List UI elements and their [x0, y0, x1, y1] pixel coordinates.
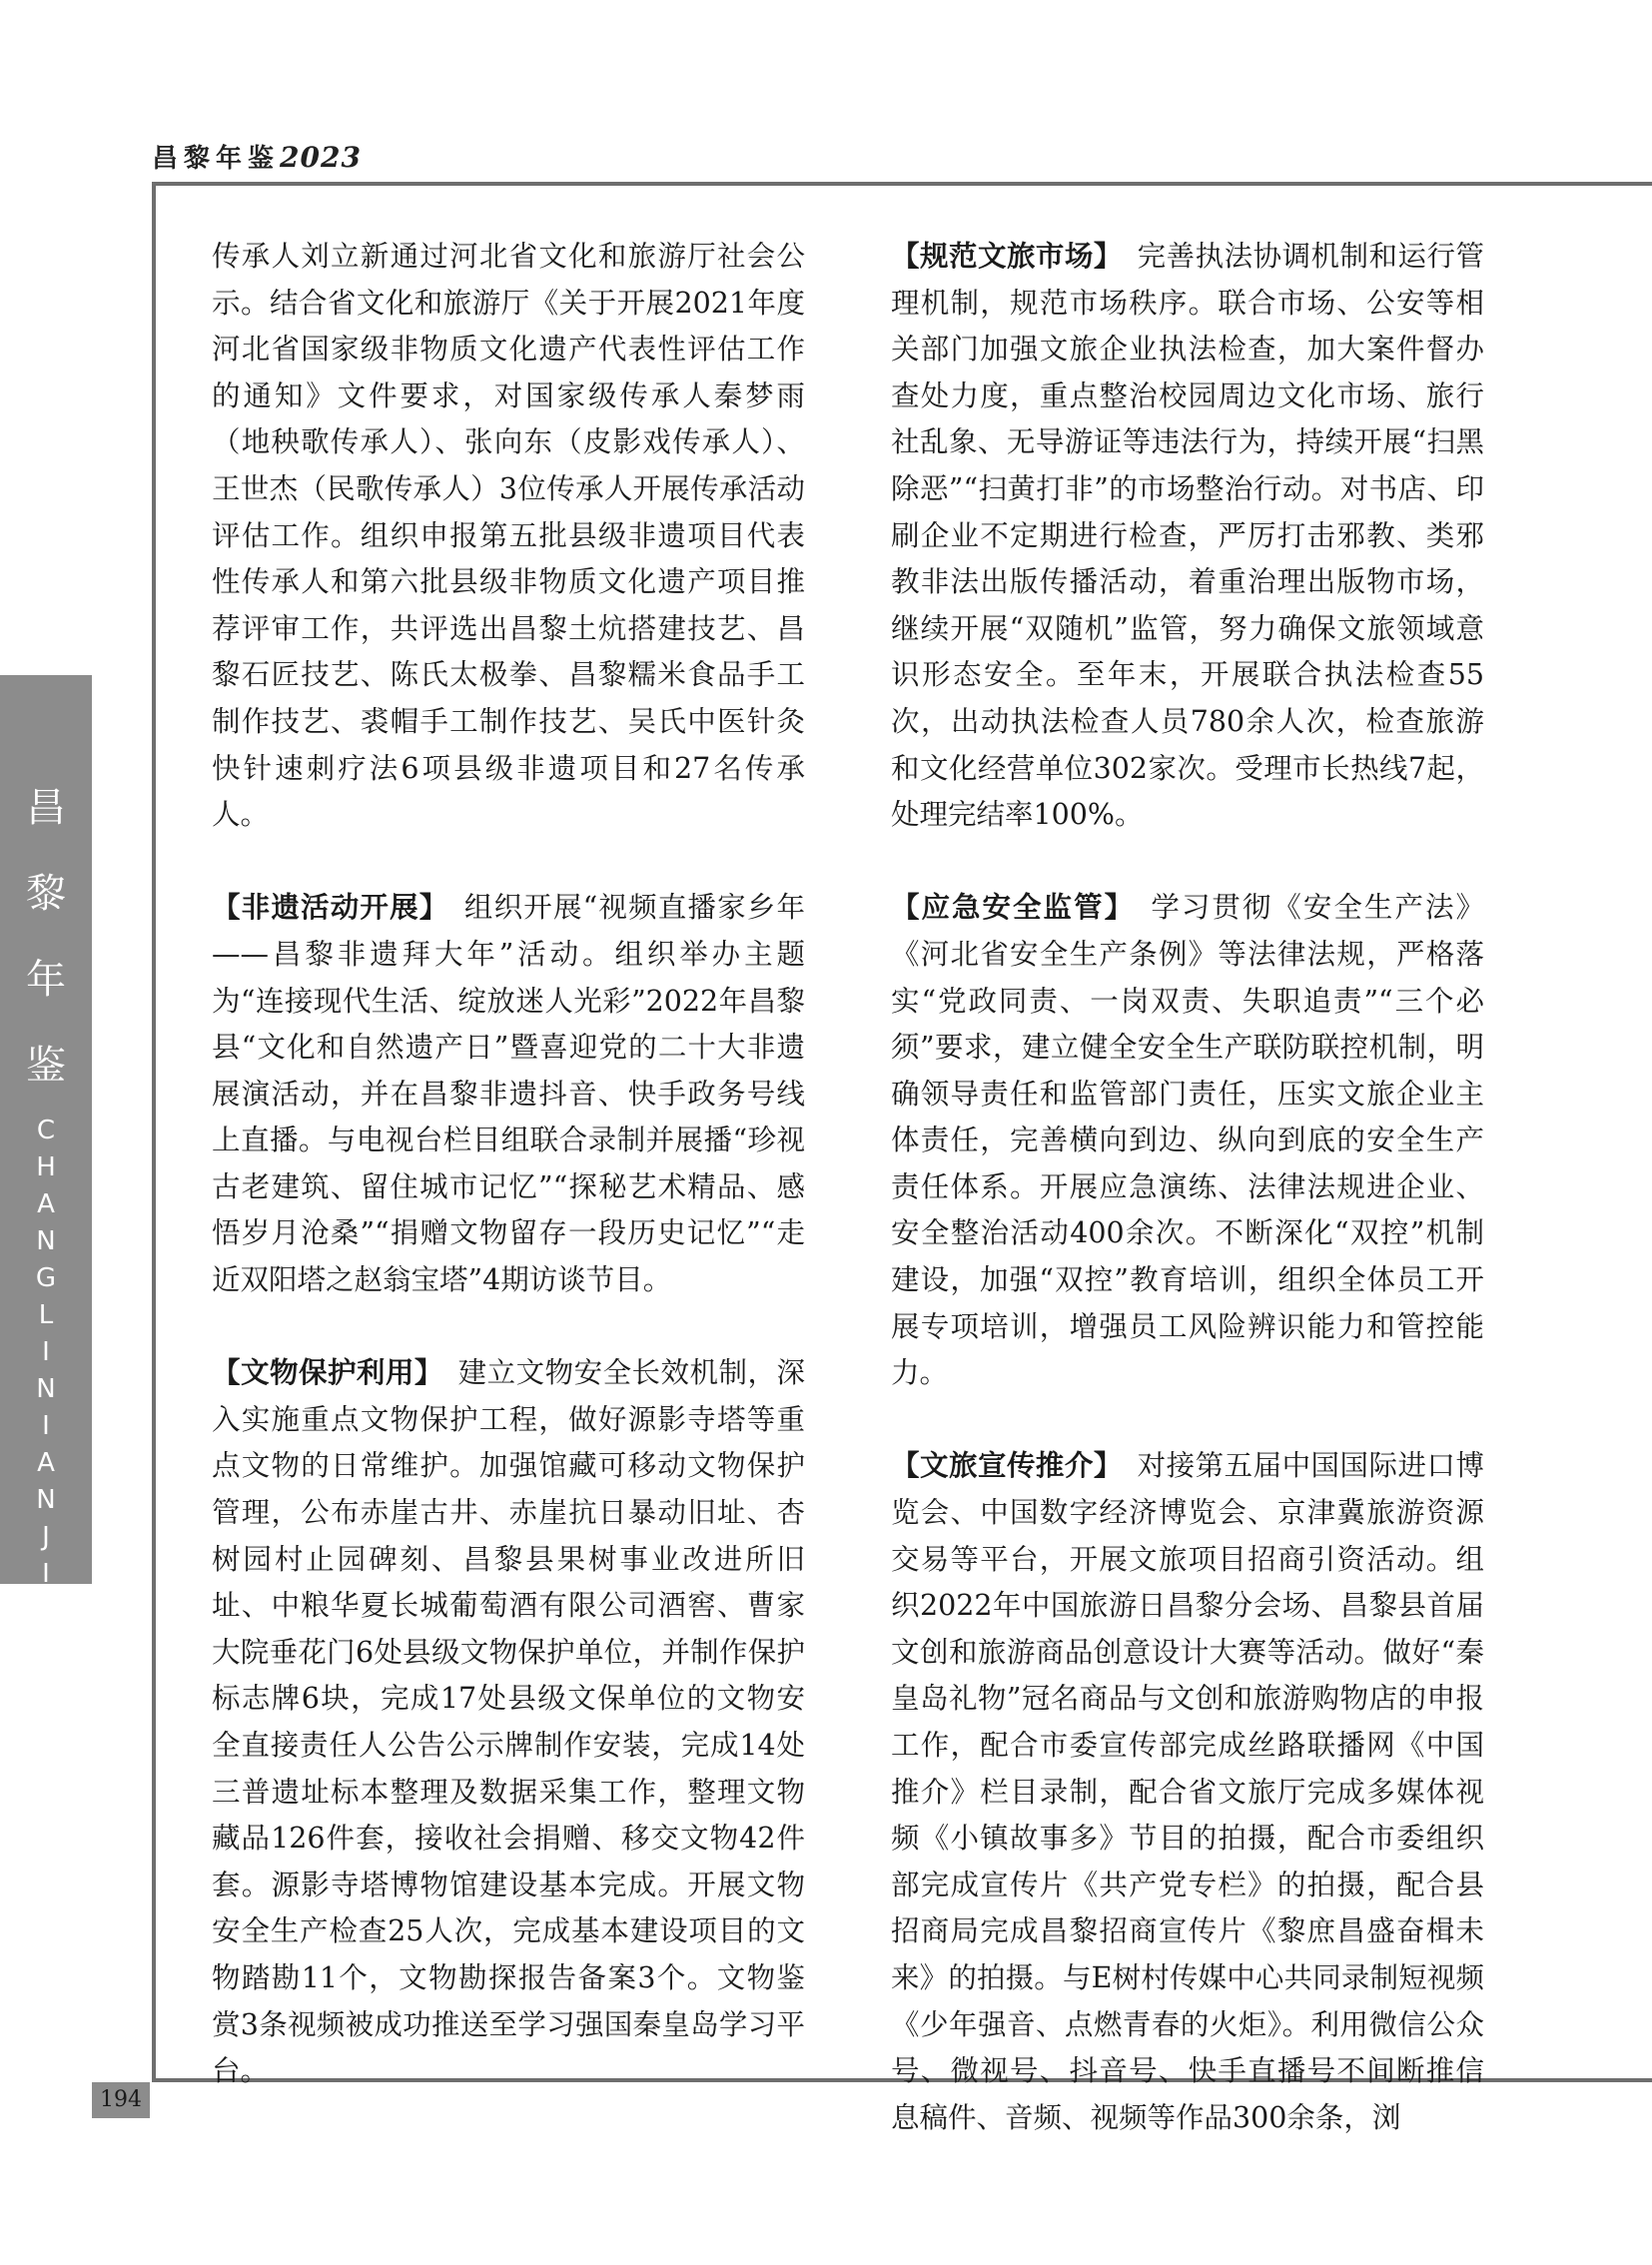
side-char: 昌: [26, 785, 66, 831]
side-tab-chinese: [26, 765, 66, 1109]
side-letter: N: [36, 1485, 56, 1515]
side-char: 黎: [26, 871, 66, 917]
side-letter: A: [37, 1596, 55, 1626]
paragraph-continuation: 传承人刘立新通过河北省文化和旅游厅社会公示。结合省文化和旅游厅《关于开展2021年度河北省国家级非物质文化遗产代表性评估工作的通知》文件要求，对国家级传承人秦梦雨（地秧歌传承人）、张向东（皮影戏传承人）、王世杰（民歌传承人）3位传承人开展传承活动评估工作。组织申报第五批县级非遗项目代表性传承人和第六批县级非物质文化遗产项目推荐评审工作，共评选出昌黎土炕搭建技艺、昌黎石匠技艺、陈氏太极拳、昌黎糯米食品手工制作技艺、裘帽手工制作技艺、吴氏中医针灸快针速刺疗法6项县级非遗项目和27名传承人。: [212, 240, 805, 832]
section-title: 【应急安全监管】: [891, 891, 1121, 925]
side-tab: [0, 675, 92, 1663]
side-letter: I: [42, 1411, 50, 1441]
section-emergency-safety: [891, 885, 1484, 1397]
section-body: 建立文物安全长效机制，深入实施重点文物保护工程，做好源影寺塔等重点文物的日常维护。加强馆藏可移动文物保护管理，公布赤崖古井、赤崖抗日暴动旧址、杏树园村止园碑刻、昌黎县果树事业改进所旧址、中粮华夏长城葡萄酒有限公司酒窖、曹家大院垂花门6处县级文物保护单位，并制作保护标志牌6块，完成17处县级文保单位的文物安全直接责任人公告公示牌制作安装，完成14处三普遗址标本整理及数据采集工作，整理文物藏品126件套，接收社会捐赠、移交文物42件套。源影寺塔博物馆建设基本完成。开展文物安全生产检查25人次，完成基本建设项目的文物踏勘11个，文物勘探报告备案3个。文物鉴赏3条视频被成功推送至学习强国秦皇岛学习平台。: [212, 1356, 805, 2088]
header-title-text: 昌黎年鉴: [152, 144, 281, 174]
section-title: 【非遗活动开展】: [212, 891, 435, 925]
section-tourism-market: [891, 234, 1484, 839]
side-letter: A: [37, 1448, 55, 1478]
frame-left-rule: [152, 182, 156, 2082]
section-body: 完善执法协调机制和运行管理机制，规范市场秩序。联合市场、公安等相关部门加强文旅企业执法检查，加大案件督办查处力度，重点整治校园周边文化市场、旅行社乱象、无导游证等违法行为，持续开展“扫黑除恶”“扫黄打非”的市场整治行动。对书店、印刷企业不定期进行检查，严厉打击邪教、类邪教非法出版传播活动，着重治理出版物市场，继续开展“双随机”监管，努力确保文旅领域意识形态安全。至年末，开展联合执法检查55次，出动执法检查人员780余人次，检查旅游和文化经营单位302家次。受理市长热线7起，处理完结率100%。: [891, 240, 1484, 832]
section-title: 【文旅宣传推介】: [891, 1449, 1109, 1483]
page-number: 194: [92, 2082, 150, 2118]
side-tab-pinyin: [36, 1113, 56, 1667]
side-letter: G: [35, 1263, 57, 1293]
section-body: 组织开展“视频直播家乡年——昌黎非遗拜大年”活动。组织举办主题为“连接现代生活、绽放迷人光彩”2022年昌黎县“文化和自然遗产日”暨喜迎党的二十大非遗展演活动，并在昌黎非遗抖音、快手政务号线上直播。与电视台栏目组联合录制并展播“珍视古老建筑、留住城市记忆”“探秘艺术精品、感悟岁月沧桑”“捐赠文物留存一段历史记忆”“走近双阳塔之赵翁宝塔”4期访谈节目。: [212, 891, 805, 1297]
side-letter: C: [36, 1116, 56, 1145]
side-letter: I: [42, 1337, 50, 1367]
side-letter: N: [36, 1374, 56, 1404]
section-body: 学习贯彻《安全生产法》《河北省安全生产条例》等法律法规，严格落实“党政同责、一岗双责、失职追责”“三个必须”要求，建立健全安全生产联防联控机制，明确领导责任和监管部门责任，压实文旅企业主体责任，完善横向到边、纵向到底的安全生产责任体系。开展应急演练、法律法规进企业、安全整治活动400余次。不断深化“双控”机制建设，加强“双控”教育培训，组织全体员工开展专项培训，增强员工风险辨识能力和管控能力。: [891, 891, 1484, 1390]
side-letter: J: [42, 1522, 50, 1552]
side-letter: N: [36, 1633, 56, 1663]
header-year: 2023: [280, 141, 362, 174]
section-tourism-promotion: [891, 1443, 1484, 2141]
side-char: 鉴: [26, 1043, 66, 1089]
section-heritage-activities: [212, 885, 805, 1303]
section-title: 【文物保护利用】: [212, 1356, 429, 1390]
side-letter: N: [36, 1226, 56, 1256]
side-letter: A: [37, 1189, 55, 1219]
side-letter: I: [42, 1559, 50, 1589]
section-body: 对接第五届中国国际进口博览会、中国数字经济博览会、京津冀旅游资源交易等平台，开展文旅项目招商引资活动。组织2022年中国旅游日昌黎分会场、昌黎县首届文创和旅游商品创意设计大赛等活动。做好“秦皇岛礼物”冠名商品与文创和旅游购物店的申报工作，配合市委宣传部完成丝路联播网《中国推介》栏目录制，配合省文旅厅完成多媒体视频《小镇故事多》节目的拍摄，配合市委组织部完成宣传片《共产党专栏》的拍摄，配合县招商局完成昌黎招商宣传片《黎庶昌盛奋楫未来》的拍摄。与E树村传媒中心共同录制短视频《少年强音、点燃青春的火炬》。利用微信公众号、微视号、抖音号、快手直播号不间断推信息稿件、音频、视频等作品300余条，浏: [891, 1449, 1484, 2134]
side-letter: L: [38, 1300, 54, 1330]
side-char: 年: [26, 957, 66, 1003]
frame-top-rule: [152, 182, 1652, 186]
left-column: [212, 234, 805, 2095]
section-title: 【规范文旅市场】: [891, 240, 1109, 273]
side-letter: H: [36, 1152, 56, 1182]
section-relics-protection: [212, 1350, 805, 2095]
right-column: [891, 234, 1484, 2141]
running-header: [152, 138, 362, 175]
